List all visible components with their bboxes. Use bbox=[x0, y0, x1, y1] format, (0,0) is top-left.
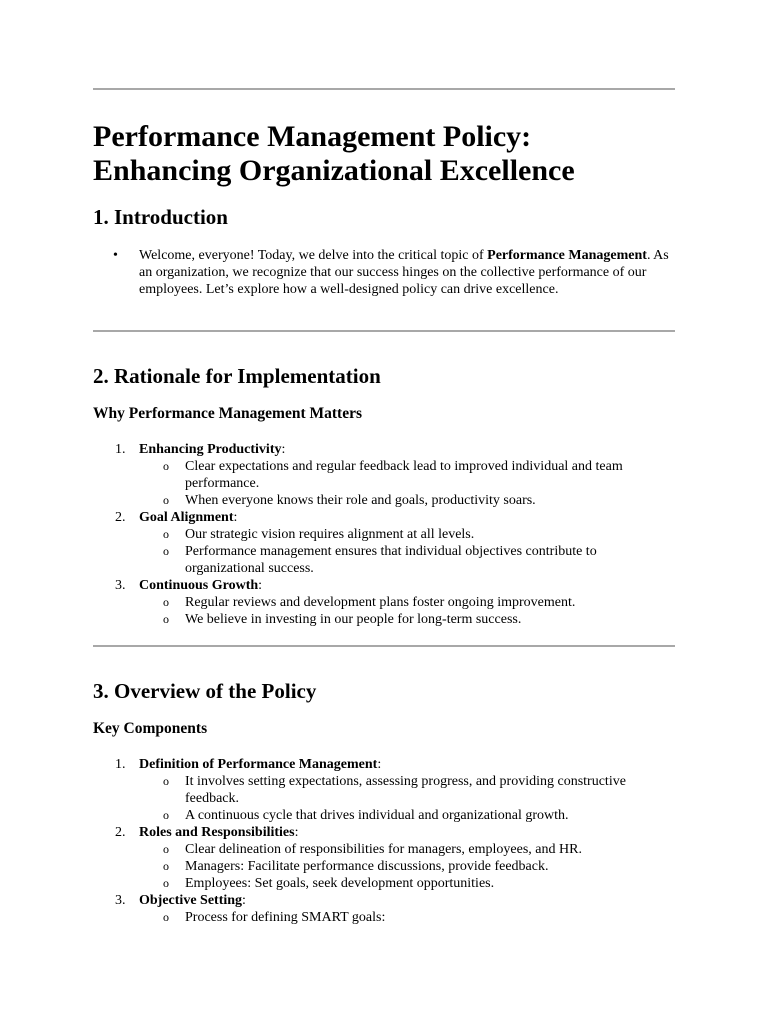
sub-list-item bbox=[139, 458, 675, 492]
circle-bullet-icon: o bbox=[163, 595, 169, 609]
intro-text-end: . As an organization, we recognize that our success hinges on the collective performance of our employees. Let’s explore how a well-designed policy can drive excellence. bbox=[139, 248, 669, 297]
item-colon: : bbox=[294, 825, 299, 840]
numbered-item bbox=[93, 441, 675, 509]
circle-bullet-icon: o bbox=[163, 842, 169, 856]
sub-list-item bbox=[139, 611, 675, 628]
sub-item-text: We believe in investing in our people for long-term success. bbox=[185, 612, 522, 627]
sub-list-item bbox=[139, 807, 675, 824]
intro-text-start: Welcome, everyone! Today, we delve into the critical topic of bbox=[139, 248, 488, 263]
divider-top bbox=[93, 88, 675, 90]
sub-list-item bbox=[139, 594, 675, 611]
sub-item-text: Clear delineation of responsibilities for managers, employees, and HR. bbox=[185, 842, 582, 857]
subheading-why-matters: Why Performance Management Matters bbox=[93, 405, 363, 422]
bullet-icon: • bbox=[113, 248, 118, 263]
sub-item-text: It involves setting expectations, assessing progress, and providing constructive feedback. bbox=[185, 774, 626, 806]
circle-bullet-icon: o bbox=[163, 612, 169, 626]
circle-bullet-icon: o bbox=[163, 910, 169, 924]
circle-bullet-icon: o bbox=[163, 808, 169, 822]
section-heading-introduction: 1. Introduction bbox=[93, 205, 228, 229]
item-label: Roles and Responsibilities bbox=[139, 825, 295, 840]
sub-list bbox=[139, 526, 675, 577]
sub-list-item bbox=[139, 875, 675, 892]
divider-1 bbox=[93, 330, 675, 332]
document-title bbox=[93, 120, 693, 188]
sub-item-text: Employees: Set goals, seek development opportunities. bbox=[185, 876, 495, 891]
item-number: 2. bbox=[115, 825, 126, 840]
subheading-key-components: Key Components bbox=[93, 720, 208, 737]
sub-list-item bbox=[139, 841, 675, 858]
sub-item-text: Process for defining SMART goals: bbox=[185, 910, 386, 925]
item-number: 3. bbox=[115, 893, 126, 908]
item-colon: : bbox=[258, 578, 263, 593]
overview-list bbox=[93, 756, 675, 926]
sub-list-item bbox=[139, 492, 675, 509]
numbered-item bbox=[93, 824, 675, 892]
document-title-line-2: Enhancing Organizational Excellence bbox=[93, 154, 575, 187]
item-number: 1. bbox=[115, 757, 126, 772]
sub-list-item bbox=[139, 858, 675, 875]
circle-bullet-icon: o bbox=[163, 527, 169, 541]
intro-bullet-item bbox=[93, 247, 675, 298]
section-heading-overview: 3. Overview of the Policy bbox=[93, 679, 317, 703]
sub-list-item bbox=[139, 543, 675, 577]
sub-item-text: Performance management ensures that individual objectives contribute to organizational success. bbox=[185, 544, 597, 576]
intro-bullet-list bbox=[93, 247, 675, 298]
sub-list bbox=[139, 594, 675, 628]
sub-item-text: Our strategic vision requires alignment at all levels. bbox=[185, 527, 475, 542]
numbered-item bbox=[93, 509, 675, 577]
item-label: Goal Alignment bbox=[139, 510, 234, 525]
item-number: 1. bbox=[115, 442, 126, 457]
item-number: 3. bbox=[115, 578, 126, 593]
circle-bullet-icon: o bbox=[163, 876, 169, 890]
sub-item-text: Managers: Facilitate performance discussions, provide feedback. bbox=[185, 859, 549, 874]
sub-item-text: Clear expectations and regular feedback lead to improved individual and team performance. bbox=[185, 459, 623, 491]
sub-list-item bbox=[139, 773, 675, 807]
numbered-item bbox=[93, 892, 675, 926]
item-label: Continuous Growth bbox=[139, 578, 259, 593]
sub-list bbox=[139, 773, 675, 824]
item-colon: : bbox=[281, 442, 286, 457]
document-title-line-1: Performance Management Policy: bbox=[93, 120, 532, 153]
circle-bullet-icon: o bbox=[163, 774, 169, 788]
sub-list bbox=[139, 458, 675, 509]
sub-list bbox=[139, 841, 675, 892]
sub-list-item bbox=[139, 909, 675, 926]
section-heading-rationale: 2. Rationale for Implementation bbox=[93, 364, 381, 388]
sub-item-text: A continuous cycle that drives individual and organizational growth. bbox=[185, 808, 569, 823]
circle-bullet-icon: o bbox=[163, 493, 169, 507]
item-colon: : bbox=[233, 510, 238, 525]
circle-bullet-icon: o bbox=[163, 544, 169, 558]
item-label: Enhancing Productivity bbox=[139, 442, 282, 457]
circle-bullet-icon: o bbox=[163, 459, 169, 473]
numbered-item bbox=[93, 577, 675, 628]
rationale-list bbox=[93, 441, 675, 628]
numbered-item bbox=[93, 756, 675, 824]
sub-list bbox=[139, 909, 675, 926]
item-colon: : bbox=[377, 757, 382, 772]
sub-item-text: When everyone knows their role and goals, productivity soars. bbox=[185, 493, 536, 508]
item-label: Definition of Performance Management bbox=[139, 757, 378, 772]
item-number: 2. bbox=[115, 510, 126, 525]
item-colon: : bbox=[242, 893, 246, 908]
circle-bullet-icon: o bbox=[163, 859, 169, 873]
sub-item-text: Regular reviews and development plans foster ongoing improvement. bbox=[185, 595, 576, 610]
sub-list-item bbox=[139, 526, 675, 543]
item-label: Objective Setting bbox=[139, 893, 243, 908]
intro-text-bold: Performance Management bbox=[487, 248, 647, 263]
divider-2 bbox=[93, 645, 675, 647]
